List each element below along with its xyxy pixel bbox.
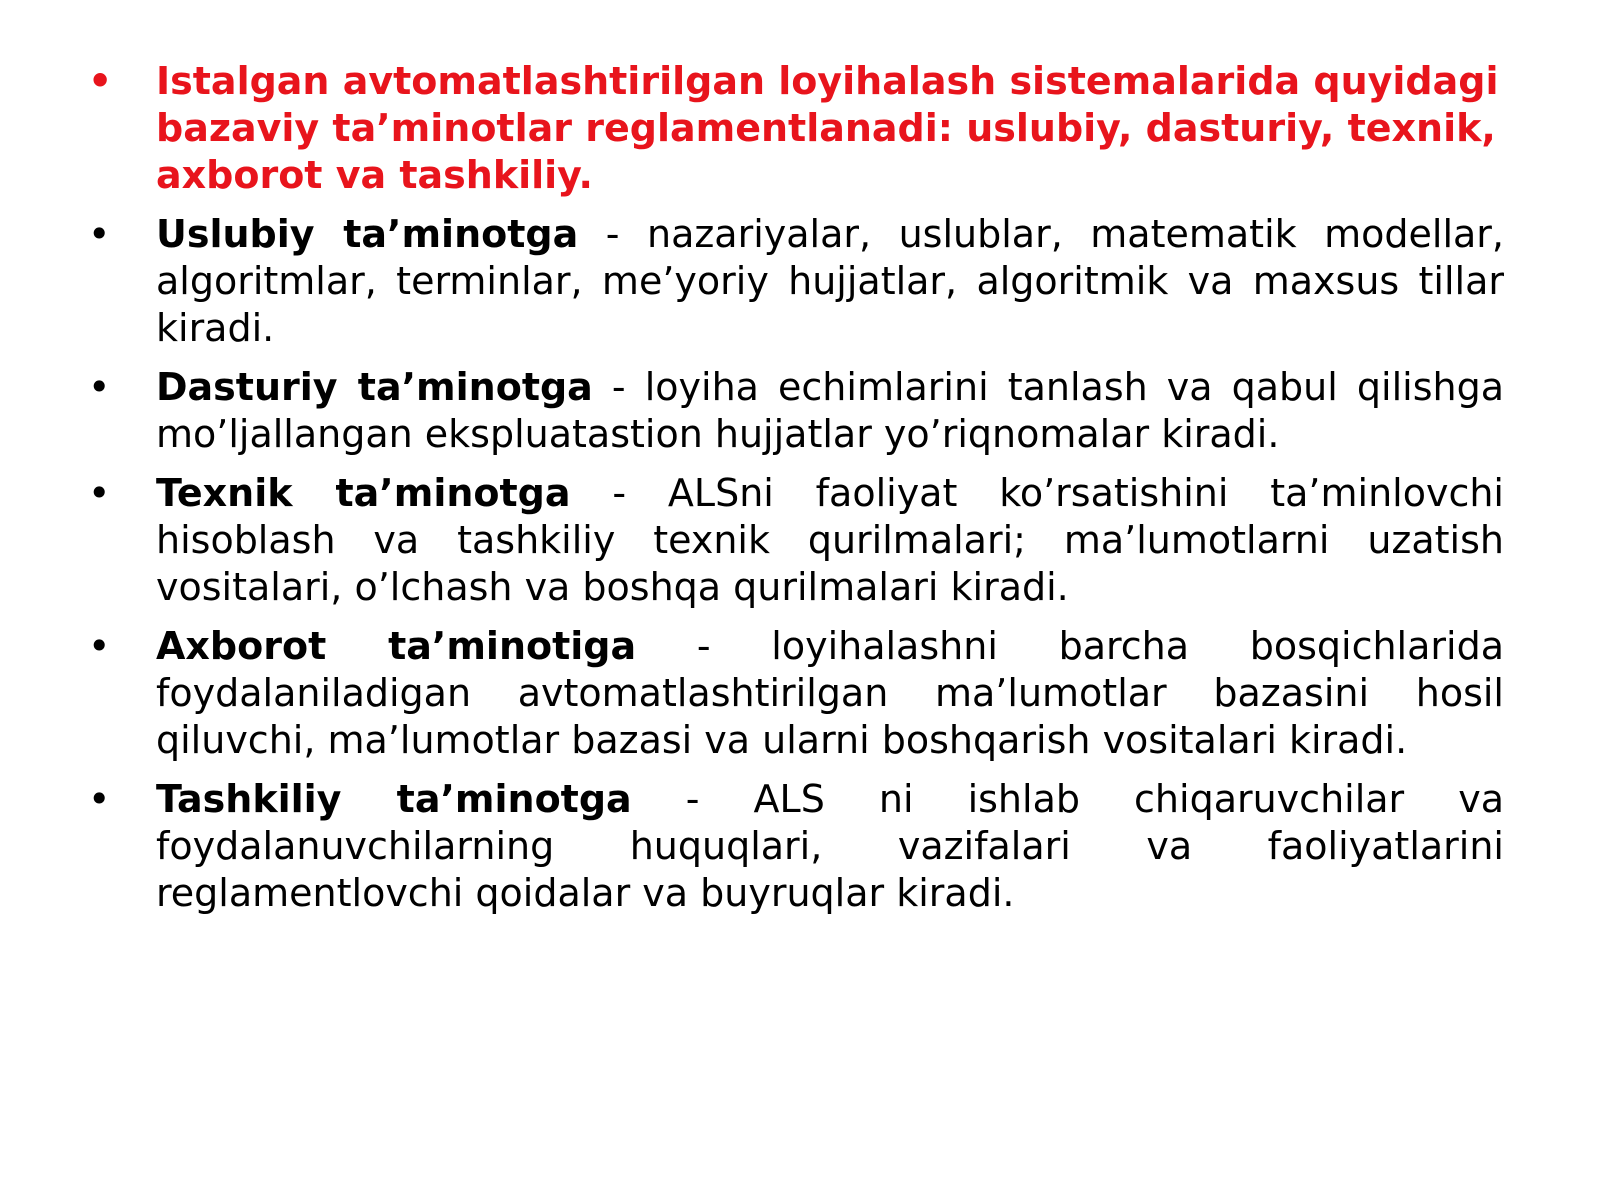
term-description: ALSni faoliyat ko’rsatishini ta’minlovchi hisoblash va tashkiliy texnik qurilmalari; ma’lumotlarni uzatish vositalari, o’lchash va boshqa qurilmalari kiradi. [156, 471, 1504, 609]
term-label: Dasturiy ta’minotga [156, 365, 593, 409]
bullet-icon: • [88, 59, 113, 103]
term-separator: - [570, 471, 668, 515]
term-description: loyihalashni barcha bosqichlarida foydalaniladigan avtomatlashtirilgan ma’lumotlar bazasini hosil qiluvchi, ma’lumotlar bazasi va ularni boshqarish vositalari kiradi. [156, 624, 1504, 762]
term-description: loyiha echimlarini tanlash va qabul qilishga mo’ljallangan ekspluatastion hujjatlar yo’riqnomalar kiradi. [156, 365, 1504, 456]
term-label: Tashkiliy ta’minotga [156, 777, 632, 821]
term-separator: - [636, 624, 772, 668]
bullet-item-tashkiliy [88, 776, 1504, 917]
bullet-item-uslubiy [88, 211, 1504, 352]
bullet-item-axborot [88, 623, 1504, 764]
term-description: ALS ni ishlab chiqaruvchilar va foydalanuvchilarning huquqlari, vazifalari va faoliyatlarini reglamentlovchi qoidalar va buyruqlar kiradi. [156, 777, 1505, 915]
term-label: Uslubiy ta’minotga [156, 212, 579, 256]
intro-text: Istalgan avtomatlashtirilgan loyihalash sistemalarida quyidagi bazaviy ta’minotlar reglamentlanadi: uslubiy, dasturiy, texnik, axborot va tashkiliy. [156, 59, 1499, 197]
bullet-icon: • [88, 365, 111, 409]
bullet-icon: • [88, 624, 111, 668]
bullet-list [88, 58, 1504, 929]
bullet-icon: • [88, 777, 111, 821]
bullet-item-texnik [88, 470, 1504, 611]
bullet-item-dasturiy [88, 364, 1504, 458]
term-separator: - [631, 777, 754, 821]
term-description: nazariyalar, uslublar, matematik modellar, algoritmlar, terminlar, me’yoriy hujjatlar, algoritmik va maxsus tillar kiradi. [156, 212, 1505, 350]
term-separator: - [592, 365, 645, 409]
bullet-icon: • [88, 212, 111, 256]
term-label: Texnik ta’minotga [156, 471, 571, 515]
term-separator: - [578, 212, 647, 256]
term-label: Axborot ta’minotiga [156, 624, 637, 668]
bullet-icon: • [88, 471, 111, 515]
bullet-item-intro [88, 58, 1504, 199]
